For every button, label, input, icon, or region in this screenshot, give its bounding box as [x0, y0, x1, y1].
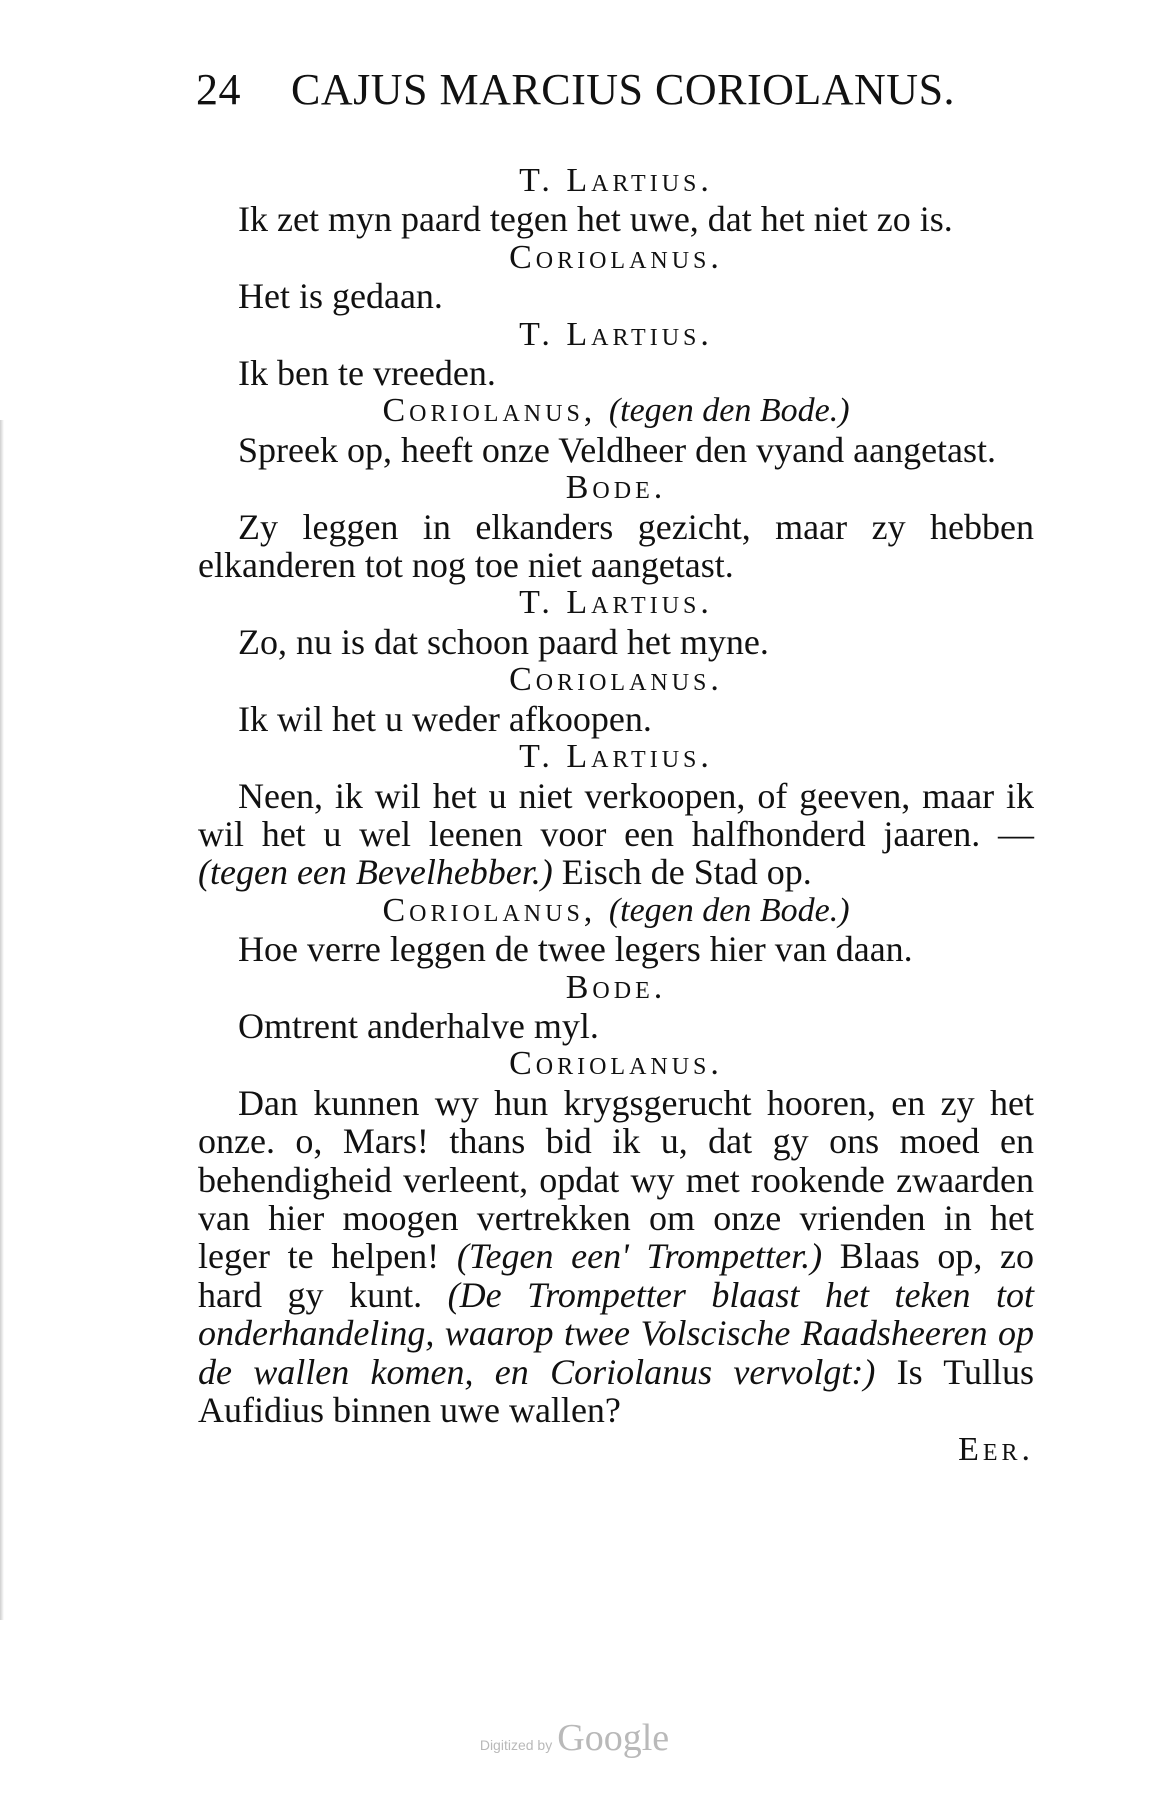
stage-direction: (Tegen een' Trompetter.)	[456, 1236, 823, 1277]
digitization-watermark	[0, 1716, 1149, 1760]
speaker-heading: Bode.	[565, 469, 667, 507]
speech: Hoe verre leggen de twee legers hier van daan.	[238, 929, 913, 970]
catchword: Eer.	[958, 1431, 1034, 1469]
speaker-heading: Coriolanus.	[509, 1045, 723, 1083]
page-header	[196, 64, 996, 115]
speaker-heading: T. Lartius.	[519, 584, 713, 622]
speech: Spreek op, heeft onze Veldheer den vyand aangetast.	[238, 429, 997, 470]
speech: Ik zet myn paard tegen het uwe, dat het niet zo is.	[238, 199, 953, 240]
speech: Omtrent anderhalve myl.	[238, 1005, 599, 1046]
speaker-heading: T. Lartius.	[519, 315, 713, 353]
speech: Zo, nu is dat schoon paard het myne.	[238, 621, 769, 662]
speaker-heading: Coriolanus.	[509, 661, 723, 699]
speaker-heading: T. Lartius.	[519, 738, 713, 776]
page-number: 24	[196, 65, 241, 114]
speech: Zy leggen in elkanders gezicht, maar zy hebben elkanderen tot nog toe niet aangetast.	[198, 506, 1034, 586]
speaker-heading: Coriolanus, (tegen den Bode.)	[382, 392, 850, 430]
play-text	[198, 162, 1034, 1470]
speaker-heading: Coriolanus.	[509, 238, 723, 276]
speech: Het is gedaan.	[238, 276, 443, 317]
running-title: CAJUS MARCIUS CORIOLANUS.	[291, 65, 956, 114]
speaker-heading: Coriolanus, (tegen den Bode.)	[382, 891, 850, 929]
speech: Ik ben te vreeden.	[238, 353, 496, 394]
speech: Neen, ik wil het u niet verkoopen, of geeven, maar ik wil het u wel leenen voor een halfhonderd jaaren. — (tegen een Bevelhebber.) Eisch de Stad op.	[198, 775, 1034, 893]
stage-direction: (tegen een Bevelhebber.)	[198, 852, 553, 893]
stage-direction: (tegen den Bode.)	[608, 392, 850, 430]
page-edge-shadow	[0, 420, 4, 1620]
speech: Dan kunnen wy hun krygsgerucht hooren, en zy het onze. o, Mars! thans bid ik u, dat gy ons moed en behendigheid verleent, opdat wy met rookende zwaarden van hier moogen vertrekken om onze vrienden in het leger te helpen! (Tegen een' Trompetter.) Blaas op, zo hard gy kunt. (De Trompetter blaast het teken tot onderhandeling, waarop twee Volscische Raadsheeren op de wallen komen, en Coriolanus vervolgt:) Is Tullus Aufidius binnen uwe wallen?	[198, 1082, 1035, 1430]
speaker-heading: T. Lartius.	[519, 162, 713, 199]
watermark-brand: Google	[557, 1717, 670, 1759]
stage-direction: (De Trompetter blaast het teken tot onderhandeling, waarop twee Volscische Raadsheeren op de wallen komen, en Coriolanus vervolgt:)	[198, 1274, 1035, 1392]
speech: Ik wil het u weder afkoopen.	[238, 698, 652, 739]
watermark-prefix: Digitized by	[479, 1737, 553, 1753]
speaker-heading: Bode.	[565, 968, 667, 1006]
stage-direction: (tegen den Bode.)	[608, 891, 850, 929]
